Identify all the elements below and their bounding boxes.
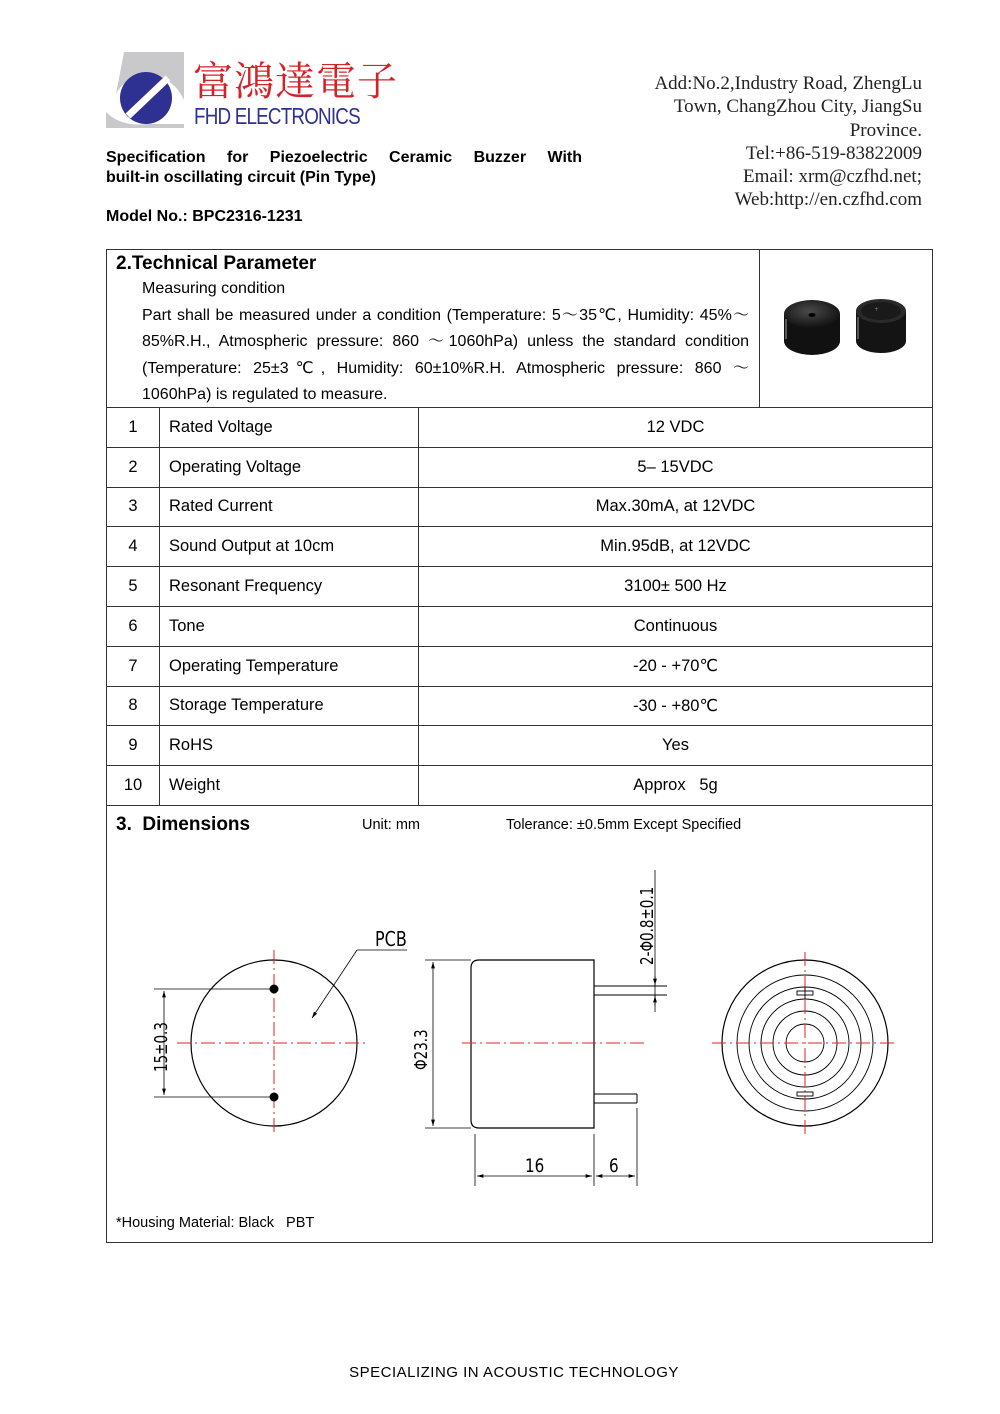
parameter-name: Rated Current [160, 487, 419, 527]
svg-text:+: + [874, 306, 880, 313]
phone-line: Tel:+86-519-83822009 [745, 142, 922, 164]
parameter-value: 5– 15VDC [419, 447, 933, 487]
row-number: 6 [107, 606, 160, 646]
table-row [107, 646, 933, 686]
housing-material-note: *Housing Material: Black PBT [116, 1215, 315, 1231]
diameter-label: Φ23.3 [410, 1029, 432, 1070]
parameter-value: Yes [419, 726, 933, 766]
parameter-name: Sound Output at 10cm [160, 527, 419, 567]
technical-parameter-title: 2.Technical Parameter [116, 253, 317, 274]
table-row [107, 567, 933, 607]
parameter-value: 3100± 500 Hz [419, 567, 933, 607]
side-view [425, 870, 667, 1186]
spec-title-line-1: Specification for Piezoelectric Ceramic Buzzer With [106, 149, 582, 166]
row-number: 10 [107, 766, 160, 806]
table-row [107, 606, 933, 646]
dimensions-unit: Unit: mm [362, 817, 420, 833]
parameter-value: Approx 5g [419, 766, 933, 806]
dimensions-title: 3. Dimensions [116, 814, 251, 835]
measuring-condition-text: Part shall be measured under a condition (Temperature: 5～35℃, Humidity: 45%～85%R.H., Atmospheric pressure: 860 ～1060hPa) unless the standard condition (Temperature: 25±3℃, Humidity: 60±10%R.H. Atmospheric pressure: 860 ～1060hPa) is regulated to measure. [142, 307, 749, 403]
parameter-name: Operating Voltage [160, 447, 419, 487]
pin-spacing-label: 15±0.3 [150, 1022, 172, 1072]
measuring-condition-label: Measuring condition [142, 280, 286, 297]
parameter-value: 12 VDC [419, 408, 933, 448]
parameter-name: Rated Voltage [160, 408, 419, 448]
spec-title-line-2: built-in oscillating circuit (Pin Type) [106, 169, 376, 186]
table-row [107, 447, 933, 487]
row-number: 8 [107, 686, 160, 726]
table-row [107, 766, 933, 806]
pin-diameter-label: 2-Φ0.8±0.1 [636, 886, 658, 965]
table-row [107, 726, 933, 766]
parameter-value: Max.30mA, at 12VDC [419, 487, 933, 527]
pcb-label: PCB [375, 928, 407, 952]
parameter-name: Storage Temperature [160, 686, 419, 726]
technical-parameter-table [106, 407, 933, 806]
parameter-value: Continuous [419, 606, 933, 646]
row-number: 5 [107, 567, 160, 607]
parameter-value: -30 - +80℃ [419, 686, 933, 726]
parameter-value: Min.95dB, at 12VDC [419, 527, 933, 567]
address-line: Add:No.2,Industry Road, ZhengLu [654, 73, 922, 94]
parameter-value: -20 - +70℃ [419, 646, 933, 686]
parameter-name: RoHS [160, 726, 419, 766]
pin-length-label: 6 [609, 1155, 619, 1178]
table-row [107, 487, 933, 527]
row-number: 4 [107, 527, 160, 567]
bottom-view [154, 950, 407, 1135]
body-length-label: 16 [525, 1155, 545, 1178]
table-row [107, 408, 933, 448]
parameter-name: Operating Temperature [160, 646, 419, 686]
spec-title [106, 148, 582, 188]
row-number: 9 [107, 726, 160, 766]
company-address [654, 72, 922, 212]
row-number: 2 [107, 447, 160, 487]
top-view [712, 952, 898, 1134]
product-photo [759, 249, 933, 407]
dimension-drawing [107, 850, 932, 1190]
model-number: Model No.: BPC2316-1231 [106, 208, 303, 225]
company-name-en: FHD ELECTRONICS [194, 103, 360, 129]
table-row [107, 527, 933, 567]
row-number: 1 [107, 408, 160, 448]
address-line: Town, ChangZhou City, JiangSu [673, 96, 922, 118]
parameter-name: Weight [160, 766, 419, 806]
dimensions-tolerance: Tolerance: ±0.5mm Except Specified [506, 817, 742, 833]
row-number: 7 [107, 646, 160, 686]
email-line: Email: xrm@czfhd.net; [743, 166, 922, 188]
web-line: Web:http://en.czfhd.com [734, 189, 922, 211]
company-name-cn: 富鴻達電子 [193, 59, 398, 105]
footer-slogan: SPECIALIZING IN ACOUSTIC TECHNOLOGY [349, 1364, 679, 1381]
company-logo-icon [106, 52, 184, 128]
address-line: Province. [849, 119, 922, 141]
parameter-name: Resonant Frequency [160, 567, 419, 607]
parameter-name: Tone [160, 606, 419, 646]
row-number: 3 [107, 487, 160, 527]
table-row [107, 686, 933, 726]
